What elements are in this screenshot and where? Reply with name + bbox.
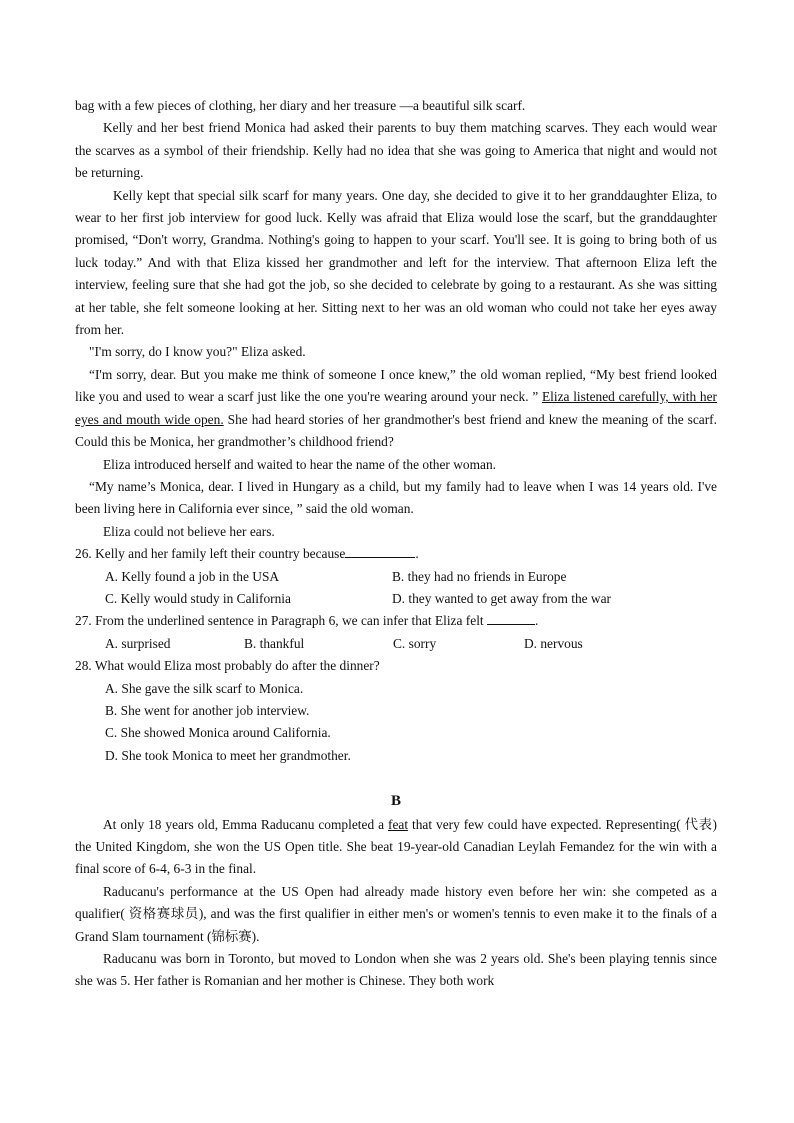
question-27: [75, 610, 717, 655]
question-26-option-c: C. Kelly would study in California: [105, 590, 291, 606]
question-27-option-b: B. thankful: [244, 635, 305, 651]
question-26-period: .: [415, 546, 419, 562]
passage-a-paragraph-4: [75, 364, 717, 454]
passage-a-paragraph-1: Kelly and her best friend Monica had asked their parents to buy them matching scarves. They each would wear the scarves as a symbol of their friendship. Kelly had no idea that she was going to America that night and would not be returning.: [75, 120, 717, 181]
answer-blank: [487, 610, 535, 625]
paragraph-4-text: “I'm sorry, dear. But you make me think of someone I once knew,” the old woman replied, “My best friend looked like you and used to wear a scarf just like the one you're wearing around your neck. ”: [75, 366, 717, 405]
answer-blank: [345, 543, 415, 558]
page-content: [75, 95, 717, 993]
passage-b-paragraph-1-text-end: that very few could have expected. Representing( 代表) the United Kingdom, she won the US Open title. She beat 19-year-old Canadian Leylah Femandez for the win with a final score of 6-4, 6-3 in the final.: [75, 816, 718, 877]
question-28-stem: 28. What would Eliza most probably do after the dinner?: [75, 658, 380, 674]
passage-b-paragraph-1: [75, 814, 717, 881]
question-26: [75, 543, 717, 610]
question-28-option-a: A. She gave the silk scarf to Monica.: [105, 680, 304, 696]
question-27-option-d: D. nervous: [524, 635, 583, 651]
question-27-option-a: A. surprised: [105, 635, 171, 651]
passage-a-paragraph-0: bag with a few pieces of clothing, her diary and her treasure —a beautiful silk scarf.: [75, 98, 526, 113]
passage-a-paragraph-6: “My name’s Monica, dear. I lived in Hungary as a child, but my family had to leave when I was 14 years old. I've been living here in California ever since, ” said the old woman.: [75, 478, 717, 517]
question-27-period: .: [535, 613, 539, 629]
question-28: [75, 655, 717, 767]
question-27-option-c: C. sorry: [393, 635, 437, 651]
paragraph-4-text-end: She had heard stories of her grandmother's best friend and knew the meaning of the scarf. Could this be Monica, her grandmother’s childhood friend?: [75, 411, 717, 450]
question-26-option-b: B. they had no friends in Europe: [392, 568, 567, 584]
question-28-option-d: D. She took Monica to meet her grandmother.: [105, 747, 351, 763]
passage-a-paragraph-2: Kelly kept that special silk scarf for many years. One day, she decided to give it to her granddaughter Eliza, to wear to her first job interview for good luck. Kelly was afraid that Eliza would lose the scarf, but the granddaughter promised, “Don't worry, Grandma. Nothing's going to happen to your scarf. You'll see. It is going to bring both of us luck today.” And with that Eliza kissed her grandmother and left for the interview. That afternoon Eliza left the interview, feeling sure that she had got the job, so she decided to celebrate by going to a restaurant. As she was sitting at her table, she felt someone looking at her. Sitting next to her was an old woman who could not take her eyes away from her.: [75, 187, 717, 338]
section-b-heading: B: [390, 793, 401, 810]
question-28-option-c: C. She showed Monica around California.: [105, 725, 331, 741]
question-27-stem: 27. From the underlined sentence in Paragraph 6, we can infer that Eliza felt: [75, 613, 484, 629]
underlined-word-feat: feat: [387, 816, 409, 832]
passage-b-paragraph-3: Raducanu was born in Toronto, but moved to London when she was 2 years old. She's been playing tennis since she was 5. Her father is Romanian and her mother is Chinese. They both work: [75, 951, 717, 989]
passage-a-paragraph-7: Eliza could not believe her ears.: [103, 523, 275, 539]
passage-a-paragraph-3: "I'm sorry, do I know you?" Eliza asked.: [89, 344, 306, 360]
question-26-stem: 26. Kelly and her family left their country because: [75, 546, 346, 562]
question-28-option-b: B. She went for another job interview.: [105, 702, 310, 718]
underlined-sentence: Eliza listened carefully, with her eyes and mouth wide open.: [75, 389, 717, 427]
passage-b-paragraph-1-text: At only 18 years old, Emma Raducanu completed a: [103, 816, 385, 832]
passage-a-paragraph-5: Eliza introduced herself and waited to hear the name of the other woman.: [103, 456, 497, 472]
question-26-option-a: A. Kelly found a job in the USA: [105, 568, 280, 584]
passage-b-paragraph-2: Raducanu's performance at the US Open had already made history even before her win: she competed as a qualifier( 资格赛球员), and was the first qualifier in either men's or women's tennis to even make it to the finals of a Grand Slam tournament (锦标赛).: [75, 883, 717, 944]
question-26-option-d: D. they wanted to get away from the war: [392, 590, 612, 606]
